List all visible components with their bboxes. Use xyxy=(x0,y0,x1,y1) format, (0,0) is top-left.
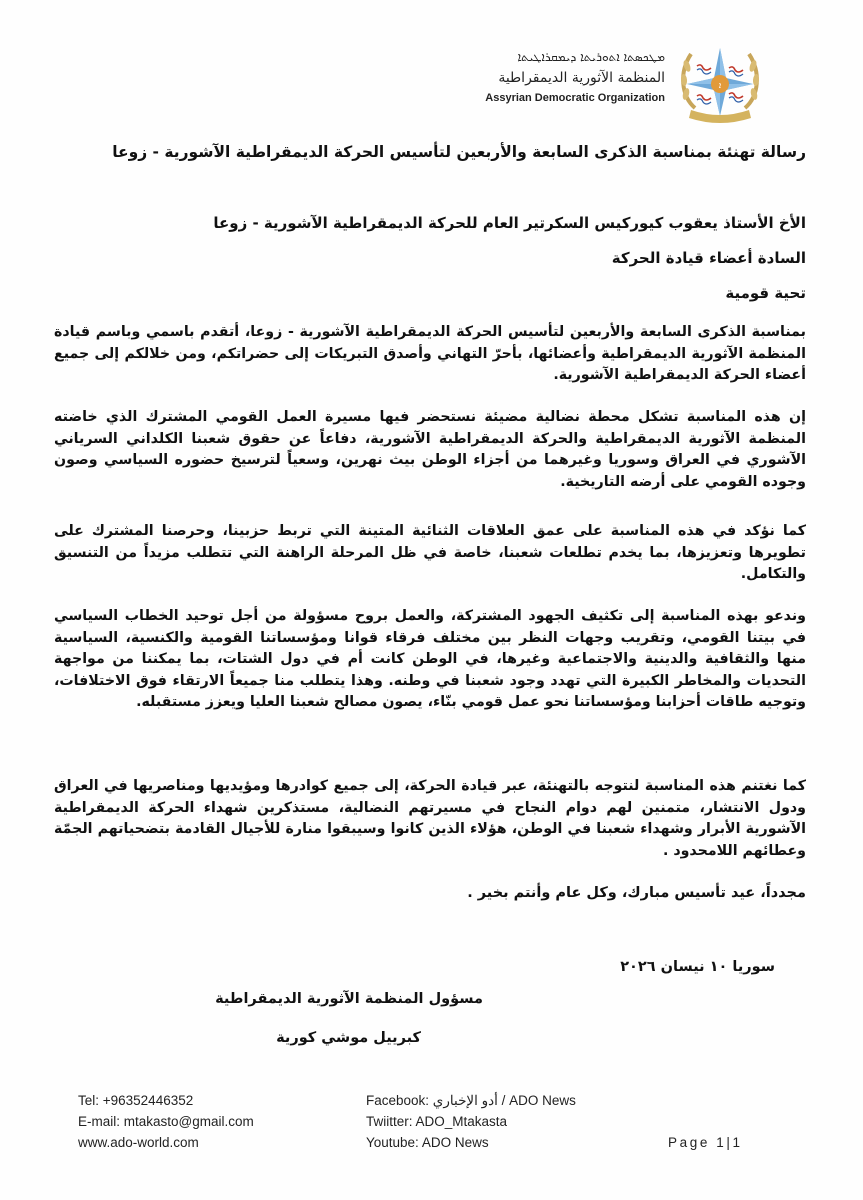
org-name-block xyxy=(485,50,665,104)
body-paragraph: بمناسبة الذكرى السابعة والأربعين لتأسيس الحركة الديمقراطية الآشورية - زوعا، أتقدم باسمي وباسم قيادة المنظمة الآثورية الديمقراطية وأعضائها، بأحرّ التهاني وأصدق التبريكات إلى حضراتكم، ومن خلالكم إلى جميع أعضاء الحركة الديمقراطية الآشورية. xyxy=(54,324,806,383)
closing-line: مجدداً، عيد تأسيس مبارك، وكل عام وأنتم بخير . xyxy=(467,885,806,901)
body-paragraph: كما نؤكد في هذه المناسبة على عمق العلاقات الثنائية المتينة التي تربط حزبينا، وحرصنا المشترك على تطويرها وتعزيزها، بما يخدم تطلعات شعبنا، خاصة في ظل المرحلة الراهنة التي تتطلب مزيداً من التنسيق والتكامل. xyxy=(54,523,806,582)
org-name-arabic: المنظمة الآثورية الديمقراطية xyxy=(498,70,665,86)
date-line: سوريا ١٠ نيسان ٢٠٢٦ xyxy=(620,959,775,975)
page-number: Page 1|1 xyxy=(668,1135,743,1150)
letterhead xyxy=(343,40,763,130)
contact-info xyxy=(78,1090,254,1153)
ado-emblem-icon xyxy=(677,44,763,126)
footer-website: www.ado-world.com xyxy=(78,1135,199,1150)
svg-text:ܐ: ܐ xyxy=(718,81,722,91)
salutation-greeting: تحية قومية xyxy=(725,284,806,302)
org-name-syriac: ܡܛܟܣܬܐ ܐܬܘܪܝܬܐ ܕܝܡܩܪܐܛܝܬܐ xyxy=(517,50,665,64)
signature-name: كبرييل موشي كورية xyxy=(276,1030,421,1046)
body-paragraph: كما نغتنم هذه المناسبة لنتوجه بالتهنئة، عبر قيادة الحركة، إلى جميع كوادرها ومؤيديها ومناصريها في العراق ودول الانتشار، متمنين لهم دوام النجاح في مسيرتهم النضالية، مستذكرين شهداء الحركة الديمقراطية الآشورية الأبرار وشهداء شعبنا في الوطن، هؤلاء الذين كانوا وسيبقوا منارة للأجيال القادمة بتضحياتهم الجمّة وعطائهم اللامحدود . xyxy=(54,778,806,859)
social-info xyxy=(366,1090,576,1153)
body-paragraph: إن هذه المناسبة تشكل محطة نضالية مضيئة نستحضر فيها مسيرة العمل القومي المشترك الذي خاضته المنظمة الآثورية الديمقراطية والحركة الديمقراطية الآشورية، دفاعاً عن حقوق شعبنا الكلداني السرياني الآشوري في العراق وسوريا وغيرهما من أجزاء الوطن بيث نهرين، وسعياً لترسيخ حضوره السياسي وصون وجوده القومي على أرضه التاريخية. xyxy=(54,409,806,490)
footer-twitter: Twiitter: ADO_Mtakasta xyxy=(366,1114,508,1129)
footer-facebook: Facebook: أدو الإخباري / ADO News xyxy=(366,1093,576,1108)
org-name-english: Assyrian Democratic Organization xyxy=(485,92,665,104)
letter-title: رسالة تهنئة بمناسبة الذكرى السابعة والأربعين لتأسيس الحركة الديمقراطية الآشورية - زوعا xyxy=(112,143,806,161)
signature-role: مسؤول المنظمة الآثورية الديمقراطية xyxy=(215,991,483,1007)
salutation-recipient: الأخ الأستاذ يعقوب كيوركيس السكرتير العام للحركة الديمقراطية الآشورية - زوعا xyxy=(213,214,806,232)
body-paragraph: وندعو بهذه المناسبة إلى تكثيف الجهود المشتركة، والعمل بروح مسؤولة من أجل توحيد الخطاب السياسي في بيتنا القومي، وتقريب وجهات النظر بين مختلف فرقاء قوانا ومؤسساتنا القومية والكنسية، السياسية منها والثقافية والدينية والاجتماعية وغيرها، في الوطن كانت أم في دول الشتات، بما يمكننا من مواجهة التحديات والمخاطر الكبيرة التي تهدد وجود شعبنا في وطنه. وهذا يتطلب منا جميعاً الارتقاء فوق الاختلافات، وتوجيه طاقات أحزابنا ومؤسساتنا نحو عمل قومي بنّاء، يصون مصالح شعبنا العليا ويعزز مستقبله. xyxy=(54,608,806,710)
footer-youtube: Youtube: ADO News xyxy=(366,1135,489,1150)
footer-email: E-mail: mtakasto@gmail.com xyxy=(78,1114,254,1129)
footer-tel: Tel: +96352446352 xyxy=(78,1093,194,1108)
salutation-leadership: السادة أعضاء قيادة الحركة xyxy=(611,249,806,267)
